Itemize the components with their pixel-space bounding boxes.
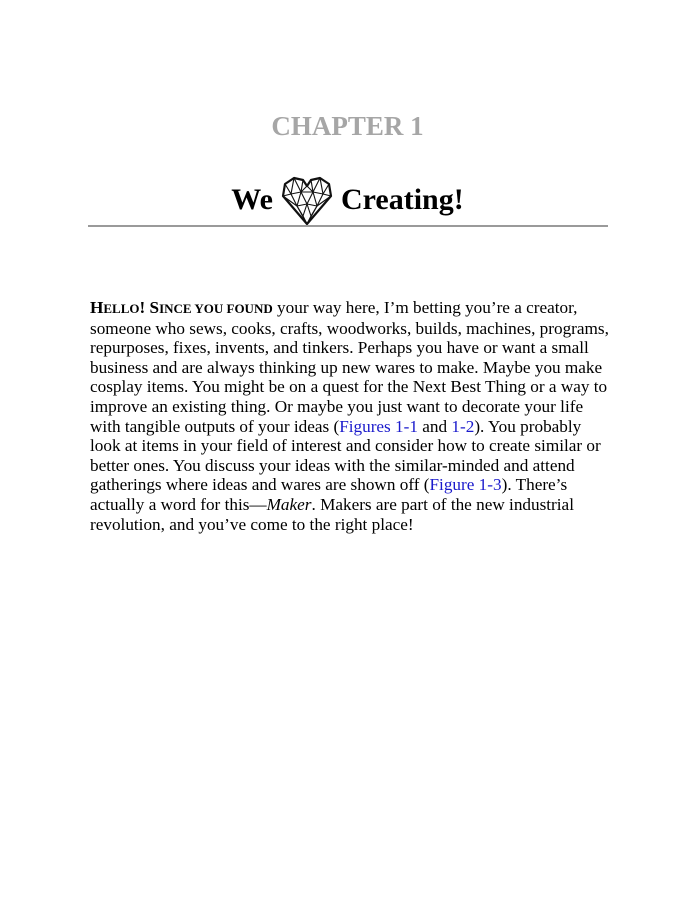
lead-in-ince: INCE YOU FOUND — [159, 301, 273, 316]
body-line-10 — [90, 475, 610, 495]
body-line-1 — [90, 298, 610, 319]
body-line-4: business and are always thinking up new wares to make. Maybe you make — [90, 357, 603, 377]
lead-in-s: S — [149, 298, 160, 317]
chapter-title — [0, 172, 695, 228]
body-line-6: improve an existing thing. Or maybe you just want to decorate your life — [90, 396, 584, 416]
chapter-title-creating: Creating! — [340, 183, 464, 216]
body-line-2: someone who sews, cooks, crafts, woodworks, builds, machines, programs, — [90, 318, 609, 338]
body-line-12: revolution, and you’ve come to the right place! — [90, 514, 414, 534]
body-text-run: ). There’s — [501, 475, 568, 495]
body-paragraph — [90, 298, 610, 534]
body-line-5: cosplay items. You might be on a quest for the Next Best Thing or a way to — [90, 377, 608, 397]
body-line-11 — [90, 495, 610, 515]
body-line-3: repurposes, fixes, invents, and tinkers. Perhaps you have or want a small — [90, 338, 589, 358]
chapter-title-we: We — [231, 183, 273, 216]
body-text-run: ). You probably — [474, 416, 582, 436]
geometric-heart-icon — [279, 174, 335, 226]
lead-in-h: H — [90, 298, 104, 317]
body-text-run: and — [417, 416, 452, 436]
title-divider — [88, 225, 608, 227]
chapter-label: CHAPTER 1 — [271, 111, 424, 141]
figure-1-3-link[interactable]: Figure 1-3 — [429, 475, 502, 495]
figure-1-2-link[interactable]: 1-2 — [451, 416, 475, 436]
maker-emphasis: Maker — [266, 494, 312, 514]
body-line-9: better ones. You discuss your ideas with the similar-minded and attend — [90, 455, 575, 475]
body-text-run: with tangible outputs of your ideas ( — [90, 416, 340, 436]
body-text-run: gatherings where ideas and wares are shown off ( — [90, 475, 430, 495]
figure-1-1-link[interactable]: Figures 1-1 — [339, 416, 418, 436]
body-line-7 — [90, 417, 610, 437]
body-line-8: look at items in your field of interest and consider how to create similar or — [90, 436, 601, 456]
body-text-run: . Makers are part of the new industrial — [311, 494, 574, 514]
body-text-run: your way here, I’m betting you’re a creator, — [272, 298, 578, 317]
lead-in-ello: ELLO — [103, 301, 140, 316]
lead-in-exclaim: ! — [139, 298, 150, 317]
body-text-run: actually a word for this— — [90, 494, 267, 514]
